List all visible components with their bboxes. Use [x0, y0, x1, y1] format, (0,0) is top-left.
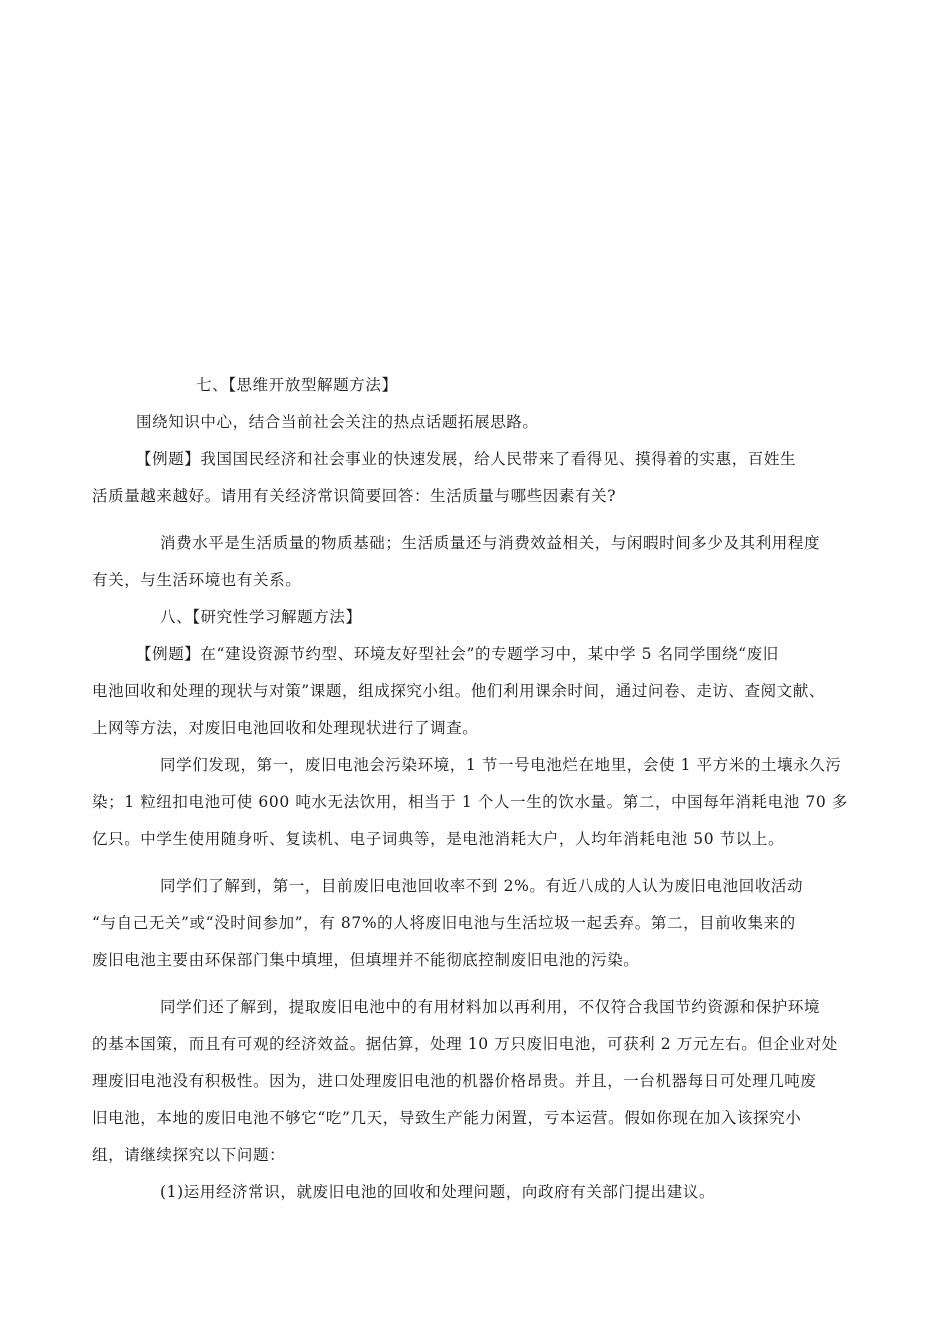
section-7-answer-line: 消费水平是生活质量的物质基础；生活质量还与消费效益相关，与闲暇时间多少及其利用程度: [160, 534, 821, 552]
paragraph-1-line: 同学们发现，第一，废旧电池会污染环境，1 节一号电池烂在地里，会使 1 平方米的土壤永久污: [160, 756, 842, 774]
paragraph-2-line: 废旧电池主要由环保部门集中填埋，但填埋并不能彻底控制废旧电池的污染。: [92, 951, 640, 969]
section-7-example-line: 【例题】我国国民经济和社会事业的快速发展，给人民带来了看得见、摸得着的实惠，百姓生: [136, 450, 797, 468]
section-8-example-line: 上网等方法，对废旧电池回收和处理现状进行了调查。: [92, 719, 479, 737]
paragraph-1-line: 染；1 粒纽扣电池可使 600 吨水无法饮用，相当于 1 个人一生的饮水量。第二，中国每年消耗电池 70 多: [92, 793, 848, 811]
paragraph-1-line: 亿只。中学生使用随身听、复读机、电子词典等，是电池消耗大户，人均年消耗电池 50 节以上。: [92, 830, 785, 848]
paragraph-2-line: 同学们了解到，第一，目前废旧电池回收率不到 2%。有近八成的人认为废旧电池回收活动: [160, 877, 804, 895]
question-1: (1)运用经济常识，就废旧电池的回收和处理问题，向政府有关部门提出建议。: [160, 1183, 716, 1201]
section-8-example-line: 【例题】在“建设资源节约型、环境友好型社会”的专题学习中，某中学 5 名同学围绕“废旧: [136, 645, 779, 663]
paragraph-3-line: 组，请继续探究以下问题：: [92, 1146, 286, 1164]
paragraph-3-line: 理废旧电池没有积极性。因为，进口处理废旧电池的机器价格昂贵。并且，一台机器每日可处理几吨废: [92, 1072, 817, 1090]
section-7-heading: 七、【思维开放型解题方法】: [196, 376, 398, 394]
paragraph-2-line: “与自己无关”或“没时间参加”，有 87%的人将废旧电池与生活垃圾一起丢弃。第二，目前收集来的: [92, 914, 796, 932]
section-7-example-line: 活质量越来越好。请用有关经济常识简要回答：生活质量与哪些因素有关?: [92, 487, 617, 505]
paragraph-3-line: 的基本国策，而且有可观的经济效益。据估算，处理 10 万只废旧电池，可获利 2 万元左右。但企业对处: [92, 1035, 838, 1053]
paragraph-3-line: 旧电池，本地的废旧电池不够它“吃”几天，导致生产能力闲置，亏本运营。假如你现在加入该探究小: [92, 1109, 802, 1127]
section-7-answer-line: 有关，与生活环境也有关系。: [92, 571, 302, 589]
document-body: [92, 367, 862, 1211]
section-7-intro: 围绕知识中心，结合当前社会关注的热点话题拓展思路。: [136, 413, 539, 431]
section-8-example-line: 电池回收和处理的现状与对策”课题，组成探究小组。他们利用课余时间，通过问卷、走访、查阅文献、: [92, 682, 826, 700]
section-8-heading: 八、【研究性学习解题方法】: [160, 608, 362, 626]
paragraph-3-line: 同学们还了解到，提取废旧电池中的有用材料加以再利用，不仅符合我国节约资源和保护环境: [160, 998, 821, 1016]
